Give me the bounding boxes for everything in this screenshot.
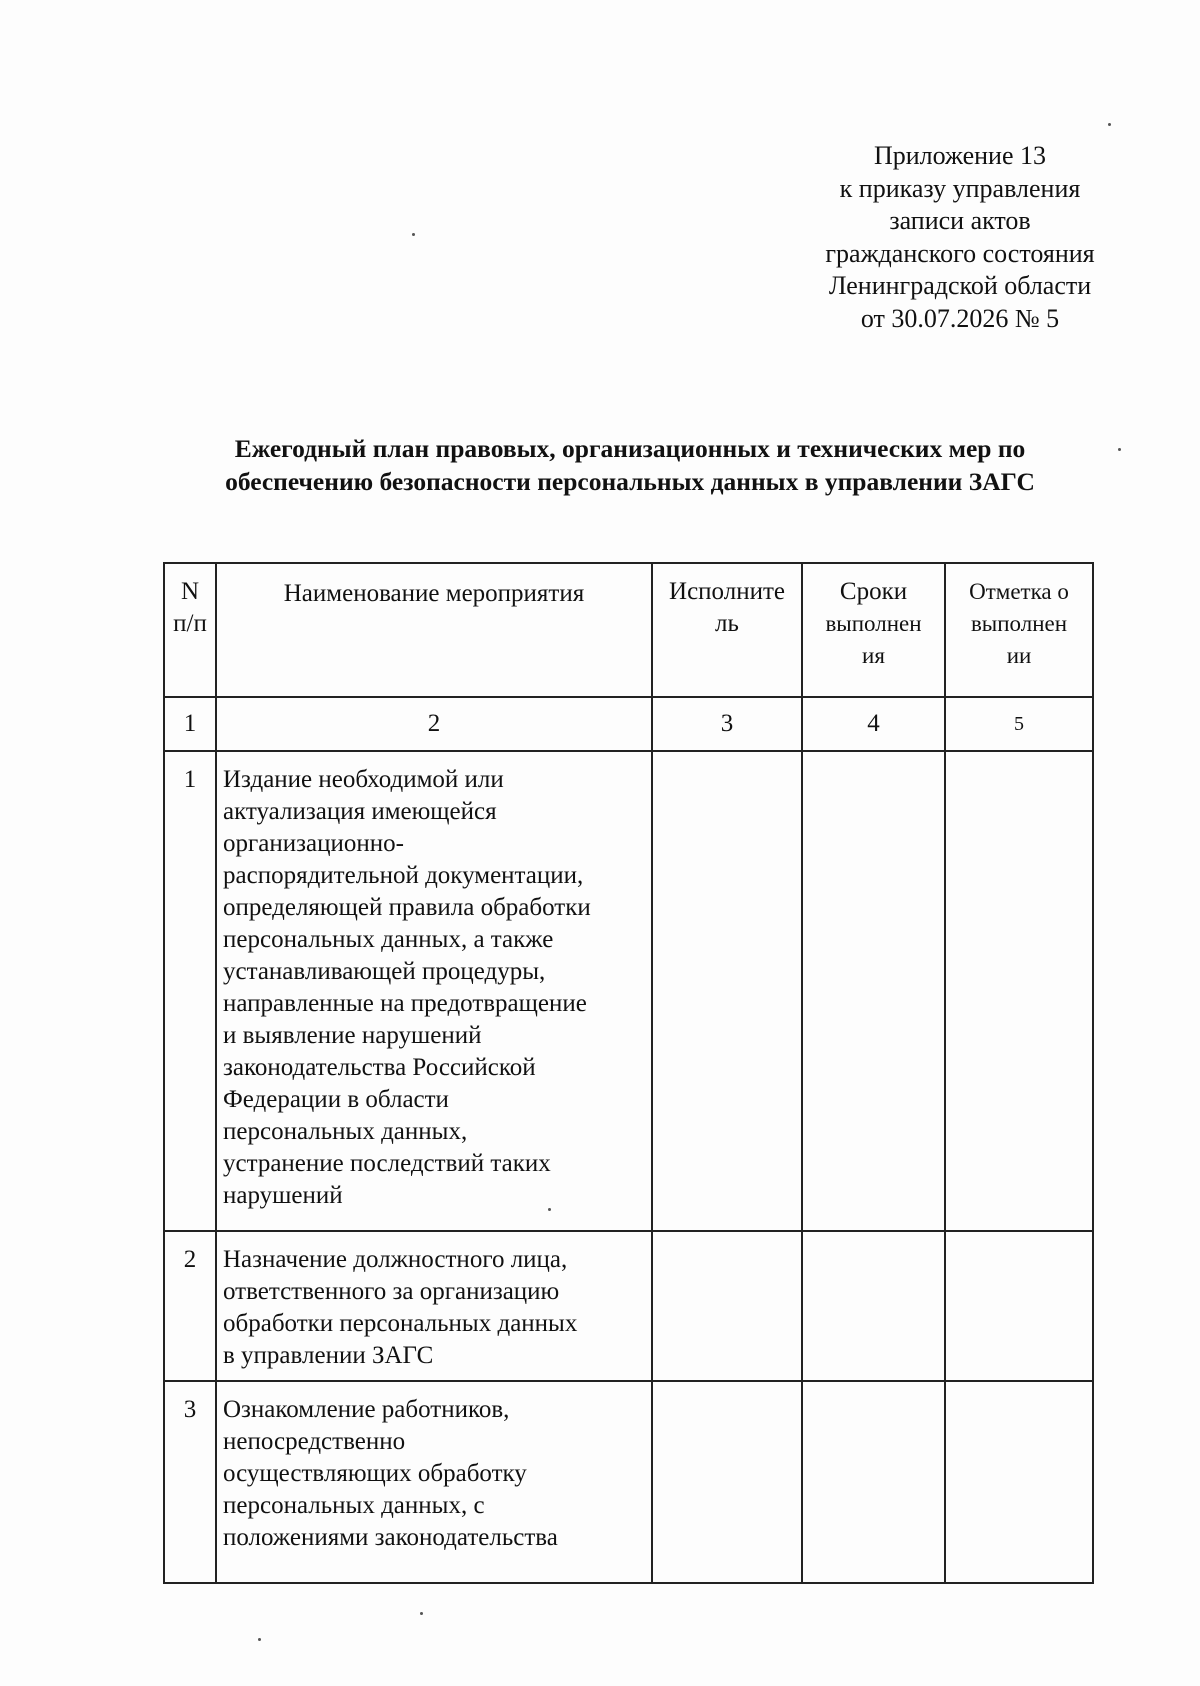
measure-line: законодательства Российской [223, 1054, 536, 1081]
column-number: 4 [802, 697, 945, 751]
table-row [164, 751, 1093, 1231]
measure-description [216, 1381, 652, 1583]
row-number: 2 [164, 1231, 216, 1381]
appendix-line: Приложение 13 [873, 141, 1047, 170]
completion-mark-cell [945, 751, 1093, 1231]
header-deadline [802, 563, 945, 697]
measure-line: Издание необходимой или [223, 766, 504, 793]
executor-cell [652, 751, 802, 1231]
row-number: 3 [164, 1381, 216, 1583]
appendix-line: гражданского состояния [825, 238, 1095, 268]
measure-line: персональных данных, с [223, 1492, 485, 1519]
measure-line: непосредственно [223, 1428, 406, 1455]
measure-line: в управлении ЗАГС [223, 1342, 434, 1369]
executor-cell [652, 1381, 802, 1583]
header-completion-mark [945, 563, 1093, 697]
appendix-order-ref: от 30.07.2026 № 5 [860, 303, 1060, 333]
deadline-cell [802, 751, 945, 1231]
measure-line: Ознакомление работников, [223, 1396, 510, 1423]
measures-plan-table [163, 562, 1094, 1584]
measure-line: организационно- [223, 830, 404, 857]
header-text: Отметка о [969, 579, 1069, 604]
measure-line: Федерации в области [223, 1086, 449, 1113]
measure-line: персональных данных, [223, 1118, 468, 1145]
measure-line: направленные на предотвращение [223, 990, 587, 1017]
measure-description [216, 1231, 652, 1381]
header-text: ль [715, 610, 739, 637]
measure-line: обработки персональных данных [223, 1310, 578, 1337]
scan-speck [420, 1612, 423, 1615]
deadline-cell [802, 1381, 945, 1583]
measure-line: нарушений [223, 1182, 343, 1209]
header-executor [652, 563, 802, 697]
measure-line: осуществляющих обработку [223, 1460, 527, 1487]
measure-line: устанавливающей процедуры, [223, 958, 546, 985]
header-text: Исполните [669, 578, 785, 605]
header-text: ии [1006, 643, 1032, 668]
header-number [164, 563, 216, 697]
table-header-row [164, 563, 1093, 697]
table-row [164, 1381, 1093, 1583]
document-title [150, 432, 1110, 498]
completion-mark-cell [945, 1231, 1093, 1381]
completion-mark-cell [945, 1381, 1093, 1583]
title-line: обеспечению безопасности персональных данных в управлении ЗАГС [225, 467, 1035, 496]
header-text: ия [862, 643, 885, 668]
header-text: N [180, 578, 200, 605]
header-text: Сроки [839, 578, 908, 605]
deadline-cell [802, 1231, 945, 1381]
appendix-line: записи актов [889, 206, 1031, 235]
appendix-line: Ленинградской области [828, 271, 1092, 300]
executor-cell [652, 1231, 802, 1381]
column-number: 3 [652, 697, 802, 751]
scan-speck [1108, 123, 1111, 126]
scan-speck [412, 233, 415, 236]
measure-line: актуализация имеющейся [223, 798, 497, 825]
header-text: Наименование мероприятия [283, 580, 585, 607]
measure-line: определяющей правила обработки [223, 894, 591, 921]
header-text: выполнен [970, 611, 1068, 636]
measure-line: ответственного за организацию [223, 1278, 560, 1305]
appendix-note [780, 140, 1140, 335]
measure-line: персональных данных, а также [223, 926, 554, 953]
measure-line: устранение последствий таких [223, 1150, 551, 1177]
row-number: 1 [164, 751, 216, 1231]
header-measure-name [216, 563, 652, 697]
scan-speck [1118, 448, 1121, 451]
column-number: 2 [216, 697, 652, 751]
measure-line: и выявление нарушений [223, 1022, 482, 1049]
header-text: выполнен [825, 611, 922, 636]
scan-speck [258, 1638, 261, 1641]
measure-description [216, 751, 652, 1231]
measure-line: положениями законодательства [223, 1524, 558, 1551]
measure-line: распорядительной документации, [223, 862, 584, 889]
column-number: 1 [164, 697, 216, 751]
column-number: 5 [945, 697, 1093, 751]
column-number-row [164, 697, 1093, 751]
table-row [164, 1231, 1093, 1381]
scan-speck [548, 1208, 551, 1211]
title-line: Ежегодный план правовых, организационных и технических мер по [234, 434, 1026, 463]
measure-line: Назначение должностного лица, [223, 1246, 568, 1273]
appendix-line: к приказу управления [839, 173, 1081, 203]
header-text: п/п [173, 610, 207, 637]
